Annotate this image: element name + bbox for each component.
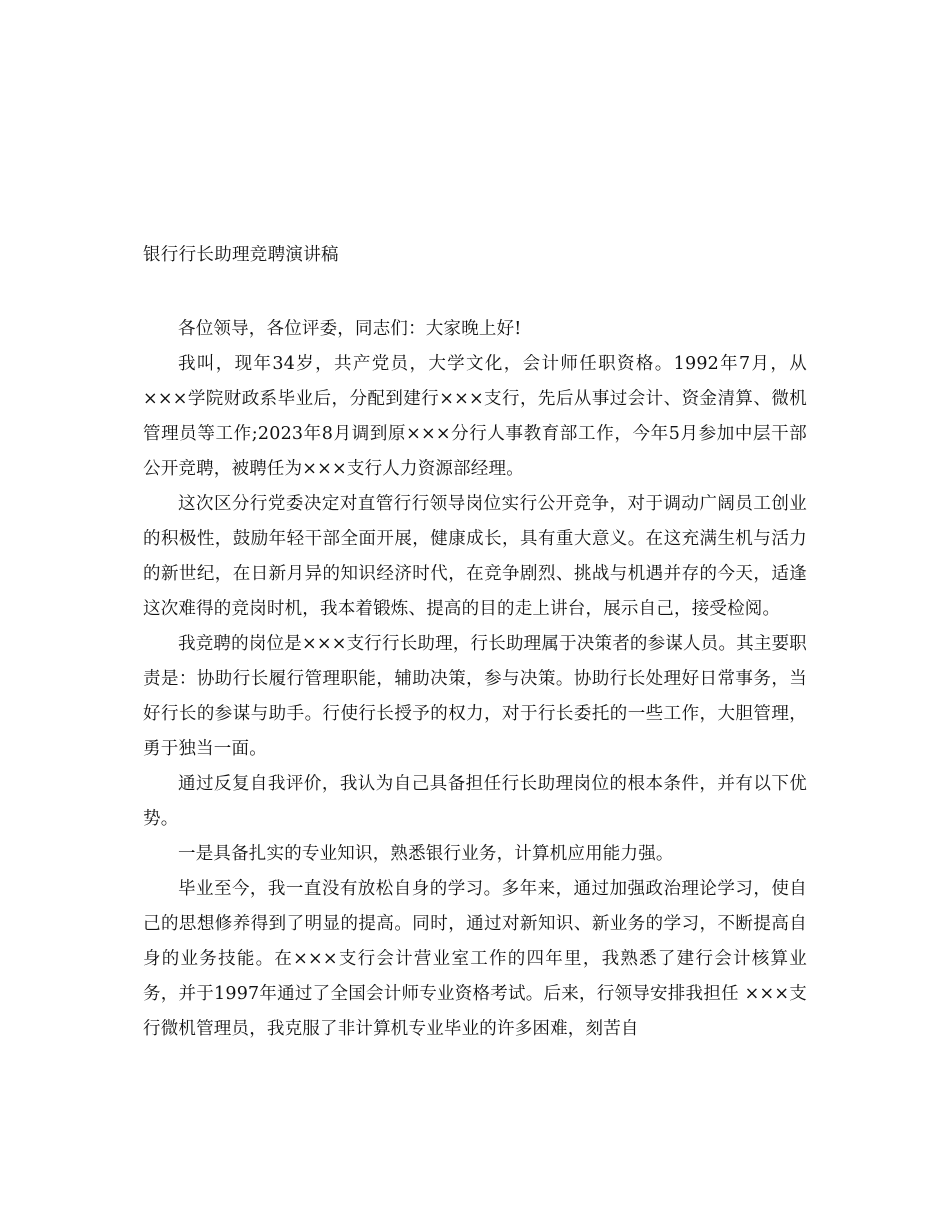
paragraph-greeting: 各位领导，各位评委，同志们：大家晚上好! bbox=[178, 319, 522, 339]
document-title: 银行行长助理竞聘演讲稿 bbox=[143, 245, 339, 265]
paragraph-competition-significance: 这次区分行党委决定对直管行行领导岗位实行公开竞争，对于调动广阔员工创业的积极性，鼓励年轻干部全面开展，健康成长，具有重大意义。在这充满生机与活力的新世纪，在日新月异的知识经济时代，在竞争剧烈、挑战与机遇并存的今天，适逢这次难得的竞岗时机，我本着锻炼、提高的目的走上讲台，展示自己，接受检阅。 bbox=[143, 494, 807, 619]
document-body bbox=[143, 312, 807, 1047]
paragraph-position-duties: 我竞聘的岗位是×××支行行长助理，行长助理属于决策者的参谋人员。其主要职责是：协助行长履行管理职能，辅助决策，参与决策。协助行长处理好日常事务，当好行长的参谋与助手。行使行长授予的权力，对于行长委托的一些工作，大胆管理，勇于独当一面。 bbox=[143, 634, 807, 759]
paragraph-advantage-one: 一是具备扎实的专业知识，熟悉银行业务，计算机应用能力强。 bbox=[178, 844, 674, 864]
paragraph-self-evaluation: 通过反复自我评价，我认为自己具备担任行长助理岗位的根本条件，并有以下优势。 bbox=[143, 774, 807, 829]
paragraph-self-introduction: 我叫，现年34岁，共产党员，大学文化，会计师任职资格。1992年7月，从×××学院财政系毕业后，分配到建行×××支行，先后从事过会计、资金清算、微机管理员等工作;2023年8月调到原×××分行人事教育部工作，今年5月参加中层干部公开竞聘，被聘任为×××支行人力资源部经理。 bbox=[143, 354, 807, 479]
paragraph-learning-experience: 毕业至今，我一直没有放松自身的学习。多年来，通过加强政治理论学习，使自己的思想修养得到了明显的提高。同时，通过对新知识、新业务的学习，不断提高自身的业务技能。在×××支行会计营业室工作的四年里，我熟悉了建行会计核算业务，并于1997年通过了全国会计师专业资格考试。后来，行领导安排我担任 ×××支行微机管理员，我克服了非计算机专业毕业的许多困难，刻苦自 bbox=[143, 879, 807, 1039]
